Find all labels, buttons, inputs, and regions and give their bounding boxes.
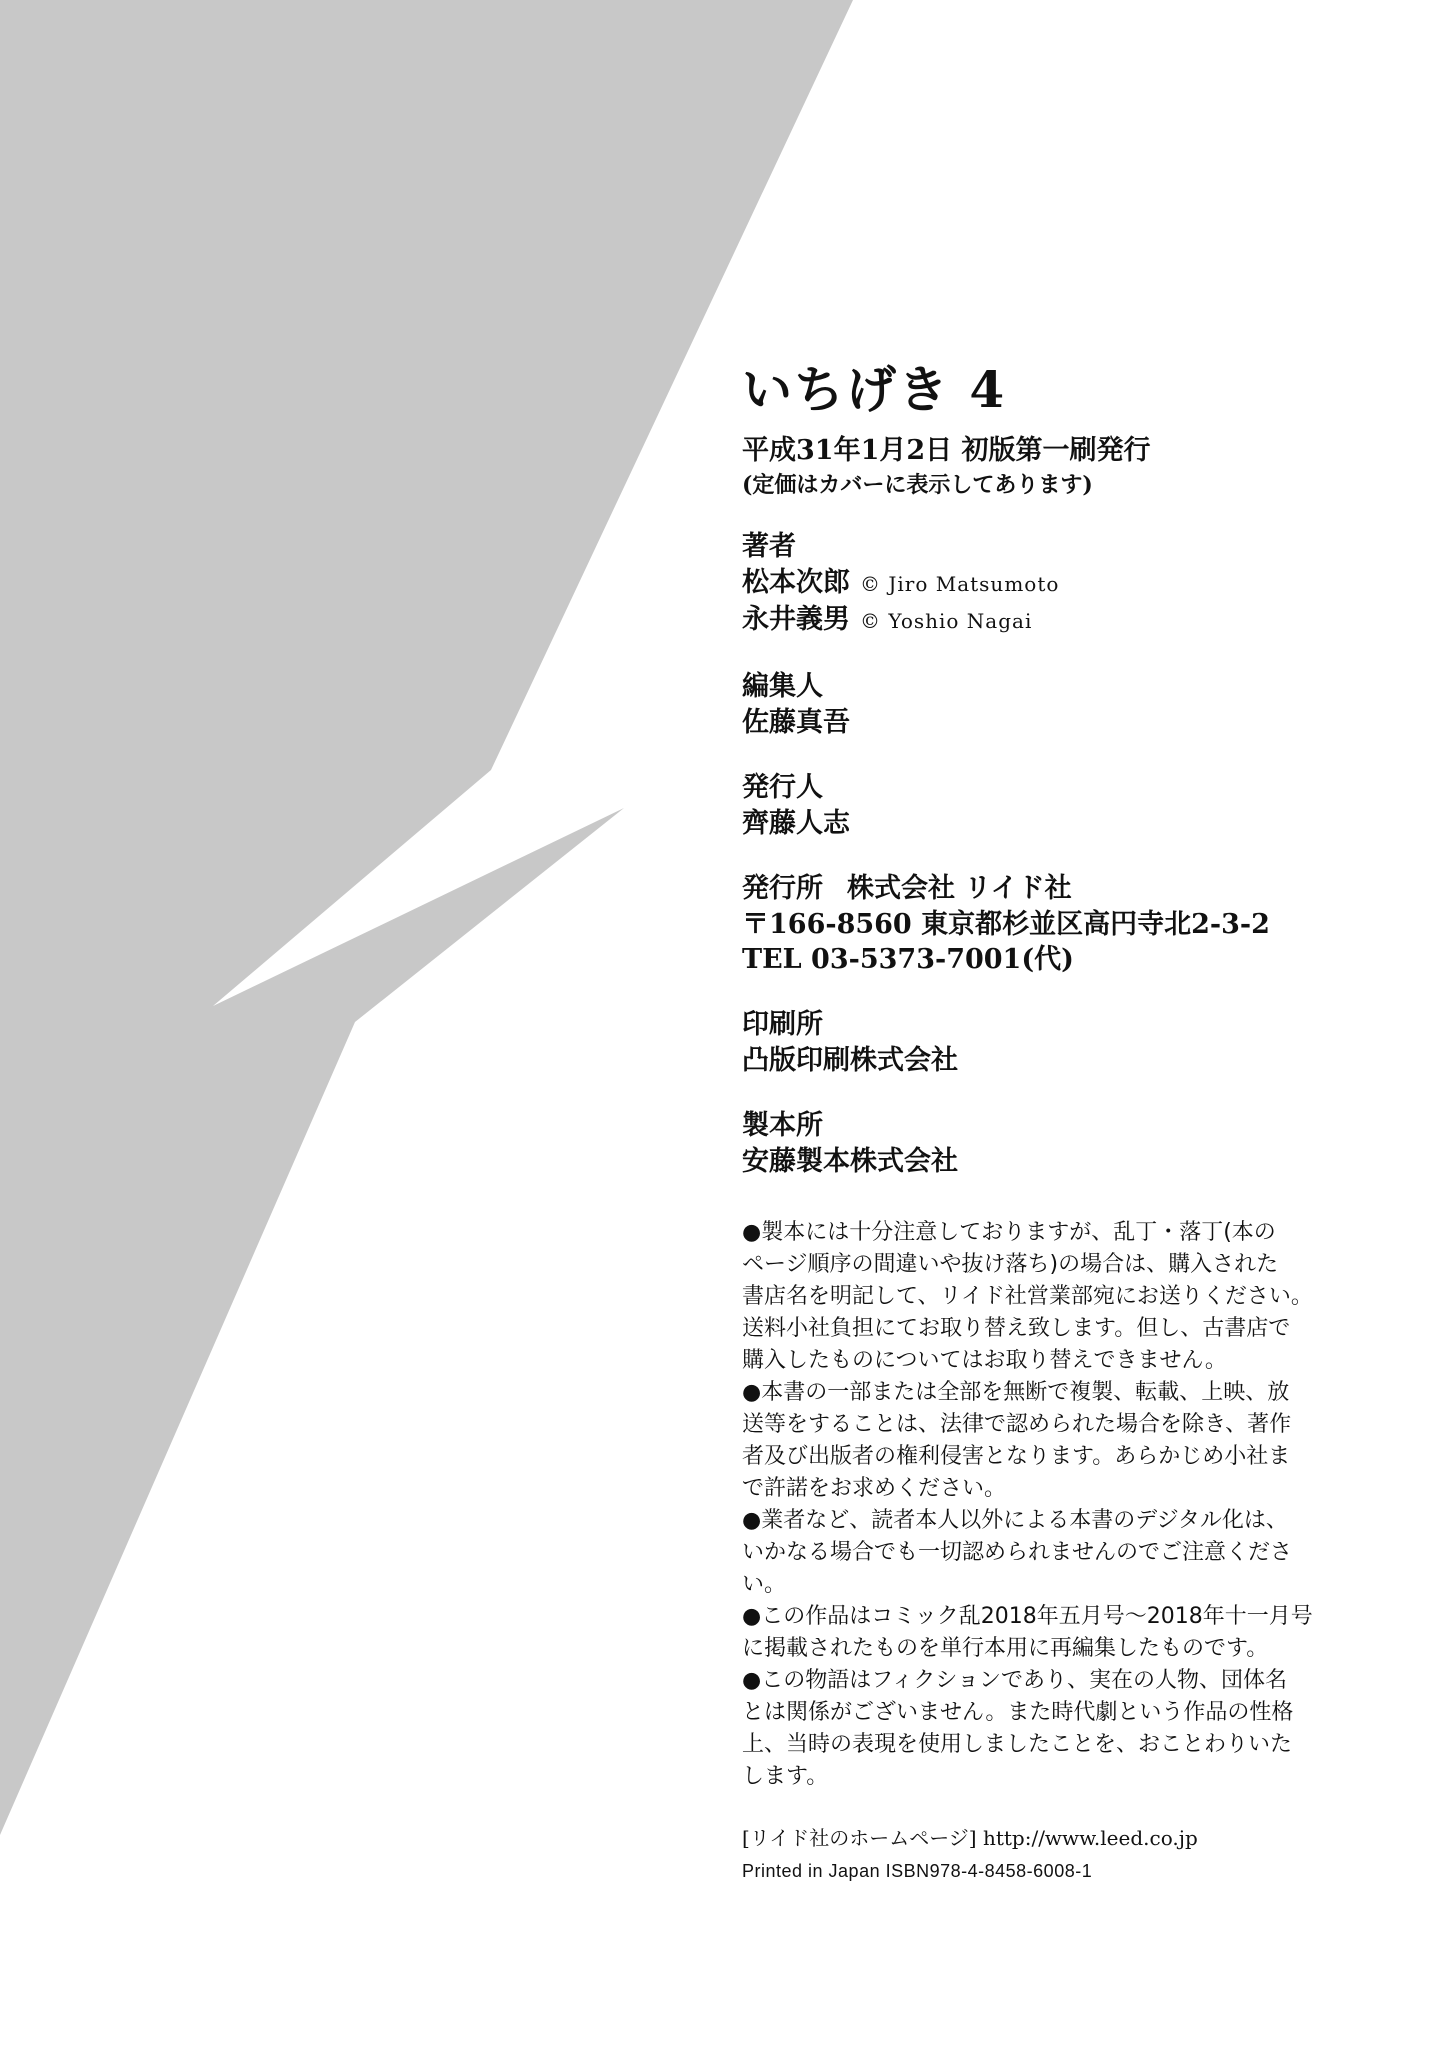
authors-section — [742, 529, 1382, 639]
homepage-line: [リイド社のホームページ] http://www.leed.co.jp — [742, 1826, 1198, 1850]
notices — [742, 1217, 1382, 1793]
author-copyright: © Jiro Matsumoto — [860, 572, 1060, 596]
notice-line: ページ順序の間違いや抜け落ち)の場合は、購入された — [742, 1252, 1279, 1277]
editor-section — [742, 669, 1382, 740]
printed-isbn-line: Printed in Japan ISBN978-4-8458-6008-1 — [742, 1861, 1093, 1881]
notice-line: 購入したものについてはお取り替えできません。 — [742, 1348, 1227, 1373]
notice-line: 送等をすることは、法律で認められた場合を除き、著作 — [742, 1412, 1292, 1437]
publisher-company: 株式会社 リイド社 — [847, 873, 1072, 904]
binder-name: 安藤製本株式会社 — [742, 1146, 958, 1177]
notice-line: とは関係がございません。また時代劇という作品の性格 — [742, 1700, 1294, 1725]
binder-section — [742, 1108, 1382, 1179]
colophon-block — [742, 355, 1382, 1885]
notice-line: 上、当時の表現を使用しましたことを、おことわりいた — [742, 1732, 1293, 1757]
publisher-tel: TEL 03-5373-7001(代) — [742, 944, 1074, 975]
book-title: いちげき 4 — [742, 360, 1007, 419]
authors-label: 著者 — [742, 531, 796, 562]
printer-label: 印刷所 — [742, 1009, 823, 1040]
publish-date: 平成31年1月2日 初版第一刷発行 — [742, 435, 1151, 466]
printer-name: 凸版印刷株式会社 — [742, 1045, 958, 1076]
notice-line: ●業者など、読者本人以外による本書のデジタル化は、 — [742, 1508, 1288, 1533]
notice-line: ●この作品はコミック乱2018年五月号〜2018年十一月号 — [742, 1604, 1313, 1629]
publisher-office-section — [742, 871, 1382, 977]
author-copyright: © Yoshio Nagai — [860, 609, 1033, 633]
author-name: 永井義男 — [742, 604, 850, 635]
publisher-person-name: 齊藤人志 — [742, 808, 850, 839]
binder-label: 製本所 — [742, 1110, 823, 1141]
notice-line: ●製本には十分注意しておりますが、乱丁・落丁(本の — [742, 1220, 1276, 1245]
notice-line: い。 — [742, 1572, 787, 1597]
notice-line: ●この物語はフィクションであり、実在の人物、団体名 — [742, 1668, 1287, 1693]
publisher-person-label: 発行人 — [742, 772, 823, 803]
editor-name: 佐藤真吾 — [742, 707, 850, 738]
notice-line: します。 — [742, 1764, 829, 1789]
notice-line: いかなる場合でも一切認められませんのでご注意くださ — [742, 1540, 1293, 1565]
editor-label: 編集人 — [742, 671, 823, 702]
author-row — [742, 602, 1382, 639]
author-name: 松本次郎 — [742, 567, 850, 598]
author-row — [742, 565, 1382, 602]
publisher-office-row — [742, 871, 1382, 907]
publisher-office-label: 発行所 — [742, 873, 823, 904]
notice-line: 書店名を明記して、リイド社営業部宛にお送りください。 — [742, 1284, 1313, 1309]
publisher-person-section — [742, 770, 1382, 841]
notice-line: で許諾をお求めください。 — [742, 1476, 1007, 1501]
notice-line: ●本書の一部または全部を無断で複製、転載、上映、放 — [742, 1380, 1290, 1405]
printer-section — [742, 1007, 1382, 1078]
notice-line: 者及び出版者の権利侵害となります。あらかじめ小社ま — [742, 1444, 1291, 1469]
notice-line: 送料小社負担にてお取り替え致します。但し、古書店で — [742, 1316, 1291, 1341]
publisher-address: 〒166-8560 東京都杉並区高円寺北2-3-2 — [742, 909, 1270, 940]
price-note: (定価はカバーに表示してあります) — [742, 472, 1093, 498]
notice-line: に掲載されたものを単行本用に再編集したものです。 — [742, 1636, 1269, 1661]
